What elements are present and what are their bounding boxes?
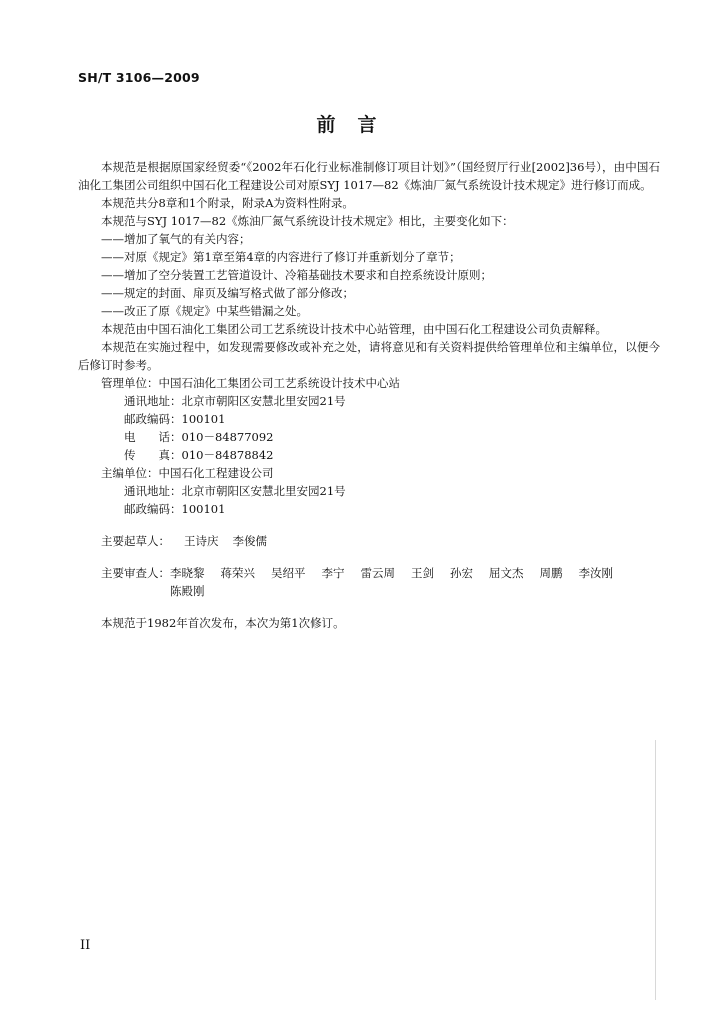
reviewer-name: 周鹏 [539, 566, 563, 580]
document-body [78, 158, 660, 632]
management-address [78, 392, 660, 410]
drafters [78, 532, 660, 550]
feedback-paragraph: 本规范在实施过程中，如发现需要修改或补充之处，请将意见和有关资料提供给管理单位和主编单位，以便今后修订时参考。 [78, 340, 660, 372]
zip-label: 邮政编码： [124, 502, 182, 516]
reviewer-name: 雷云周 [360, 566, 395, 580]
editor-unit-value: 中国石化工程建设公司 [158, 466, 274, 480]
reviewer-name: 孙宏 [450, 566, 473, 580]
management-unit [78, 374, 660, 392]
change-item: ——改正了原《规定》中某些错漏之处。 [101, 304, 308, 318]
management-zip [78, 410, 660, 428]
scan-edge-line [655, 740, 656, 1000]
management-paragraph: 本规范由中国石油化工集团公司工艺系统设计技术中心站管理，由中国石化工程建设公司负责解释。 [101, 322, 607, 336]
reviewer-name: 吴绍平 [271, 566, 306, 580]
reviewers [78, 564, 660, 600]
editor-unit-label: 主编单位： [101, 466, 159, 480]
publication-history: 本规范于1982年首次发布，本次为第1次修订。 [101, 616, 345, 630]
change-item: ——增加了空分装置工艺管道设计、冷箱基础技术要求和自控系统设计原则； [101, 268, 492, 282]
drafters-label: 主要起草人： [101, 534, 170, 548]
management-fax [78, 446, 660, 464]
intro-paragraph-3: 本规范与SYJ 1017—82《炼油厂氮气系统设计技术规定》相比，主要变化如下： [101, 214, 514, 228]
zip-value: 100101 [181, 502, 226, 516]
intro-paragraph-1: 本规范是根据原国家经贸委“《2002年石化行业标准制修订项目计划》”（国经贸厅行业[2002]36号），由中国石油化工集团公司组织中国石化工程建设公司对原SYJ 1017—82《炼油厂氮气系统设计技术规定》进行修订而成。 [78, 160, 660, 192]
management-unit-value: 中国石油化工集团公司工艺系统设计技术中心站 [158, 376, 400, 390]
drafter-name: 李俊儒 [232, 534, 267, 548]
reviewer-name: 李晓黎 [170, 566, 205, 580]
editor-address [78, 482, 660, 500]
address-label: 通讯地址： [124, 394, 182, 408]
change-list [78, 230, 660, 320]
reviewer-name: 蒋荣兴 [220, 566, 255, 580]
reviewer-name: 王剑 [411, 566, 434, 580]
change-item: ——对原《规定》第1章至第4章的内容进行了修订并重新划分了章节； [101, 250, 461, 264]
reviewer-name: 李宁 [321, 566, 345, 580]
change-item: ——规定的封面、扉页及编写格式做了部分修改； [101, 286, 354, 300]
page-title: 前言 [316, 114, 399, 136]
reviewer-name: 陈殿刚 [170, 584, 205, 598]
intro-paragraph-2: 本规范共分8章和1个附录，附录A为资料性附录。 [101, 196, 354, 210]
reviewer-list [170, 564, 630, 600]
phone-label: 电 话： [124, 430, 182, 444]
reviewers-label: 主要审查人： [101, 566, 170, 580]
drafter-name: 王诗庆 [184, 534, 219, 548]
management-phone [78, 428, 660, 446]
address-label: 通讯地址： [124, 484, 182, 498]
management-unit-label: 管理单位： [101, 376, 159, 390]
fax-value: 010－84878842 [181, 448, 274, 462]
editor-unit [78, 464, 660, 482]
standard-number: SH/T 3106—2009 [78, 70, 200, 85]
zip-label: 邮政编码： [124, 412, 182, 426]
zip-value: 100101 [181, 412, 226, 426]
change-item: ——增加了氧气的有关内容； [101, 232, 251, 246]
phone-value: 010－84877092 [181, 430, 274, 444]
address-value: 北京市朝阳区安慧北里安园21号 [181, 484, 346, 498]
page-number: II [80, 938, 91, 953]
editor-zip [78, 500, 660, 518]
reviewer-name: 李汝刚 [578, 566, 613, 580]
fax-label: 传 真： [124, 448, 182, 462]
reviewer-name: 屈文杰 [489, 566, 524, 580]
address-value: 北京市朝阳区安慧北里安园21号 [181, 394, 346, 408]
